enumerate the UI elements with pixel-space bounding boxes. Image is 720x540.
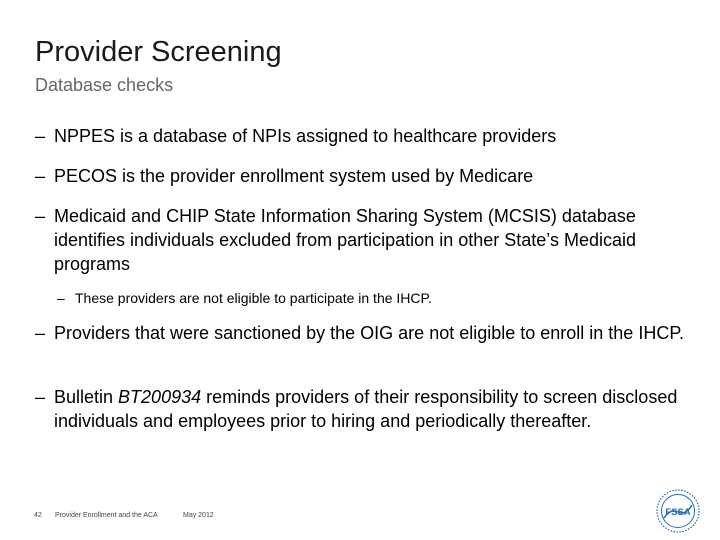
- seal-text: FSSA: [665, 507, 691, 518]
- bullet-oig-sanctioned: [35, 321, 685, 345]
- bullet-dash: –: [35, 387, 46, 407]
- sub-bullet-text: These providers are not eligible to participate in the IHCP.: [75, 290, 432, 306]
- bullet-dash: –: [35, 323, 46, 343]
- bullet-text: Medicaid and CHIP State Information Sharing System (MCSIS) database identifies individuals excluded from participation in other State’s Medicaid programs: [54, 206, 636, 274]
- bullet-nppes: [35, 124, 685, 148]
- footer-presentation-title: Provider Enrollment and the ACA: [55, 512, 158, 519]
- bullet-text: Providers that were sanctioned by the OIG are not eligible to enroll in the IHCP.: [54, 323, 685, 343]
- slide-title: Provider Screening: [35, 36, 282, 68]
- footer-page-number: 42: [34, 512, 42, 519]
- footer-date: May 2012: [183, 512, 214, 519]
- bullet-bulletin: [35, 385, 685, 433]
- bulletin-id: BT200934: [118, 387, 202, 407]
- bullet-text: PECOS is the provider enrollment system used by Medicare: [54, 166, 534, 186]
- bullet-dash: –: [35, 166, 46, 186]
- sub-bullet-ineligible: [57, 289, 677, 307]
- fssa-seal-logo: [655, 488, 701, 534]
- bullet-dash: –: [35, 126, 46, 146]
- bullet-dash: –: [35, 206, 46, 226]
- slide-subtitle: Database checks: [35, 75, 174, 95]
- bullet-text: [35, 385, 685, 433]
- sub-bullet-dash: –: [57, 290, 65, 306]
- bullet-pecos: [35, 164, 685, 188]
- bullet-text-prefix: Bulletin: [54, 387, 119, 407]
- bullet-text: NPPES is a database of NPIs assigned to healthcare providers: [54, 126, 557, 146]
- bullet-text-suffix: reminds providers of their responsibility to screen disclosed individuals and employees prior to hiring and periodically thereafter.: [54, 387, 678, 431]
- bullet-mcsis: [35, 204, 685, 276]
